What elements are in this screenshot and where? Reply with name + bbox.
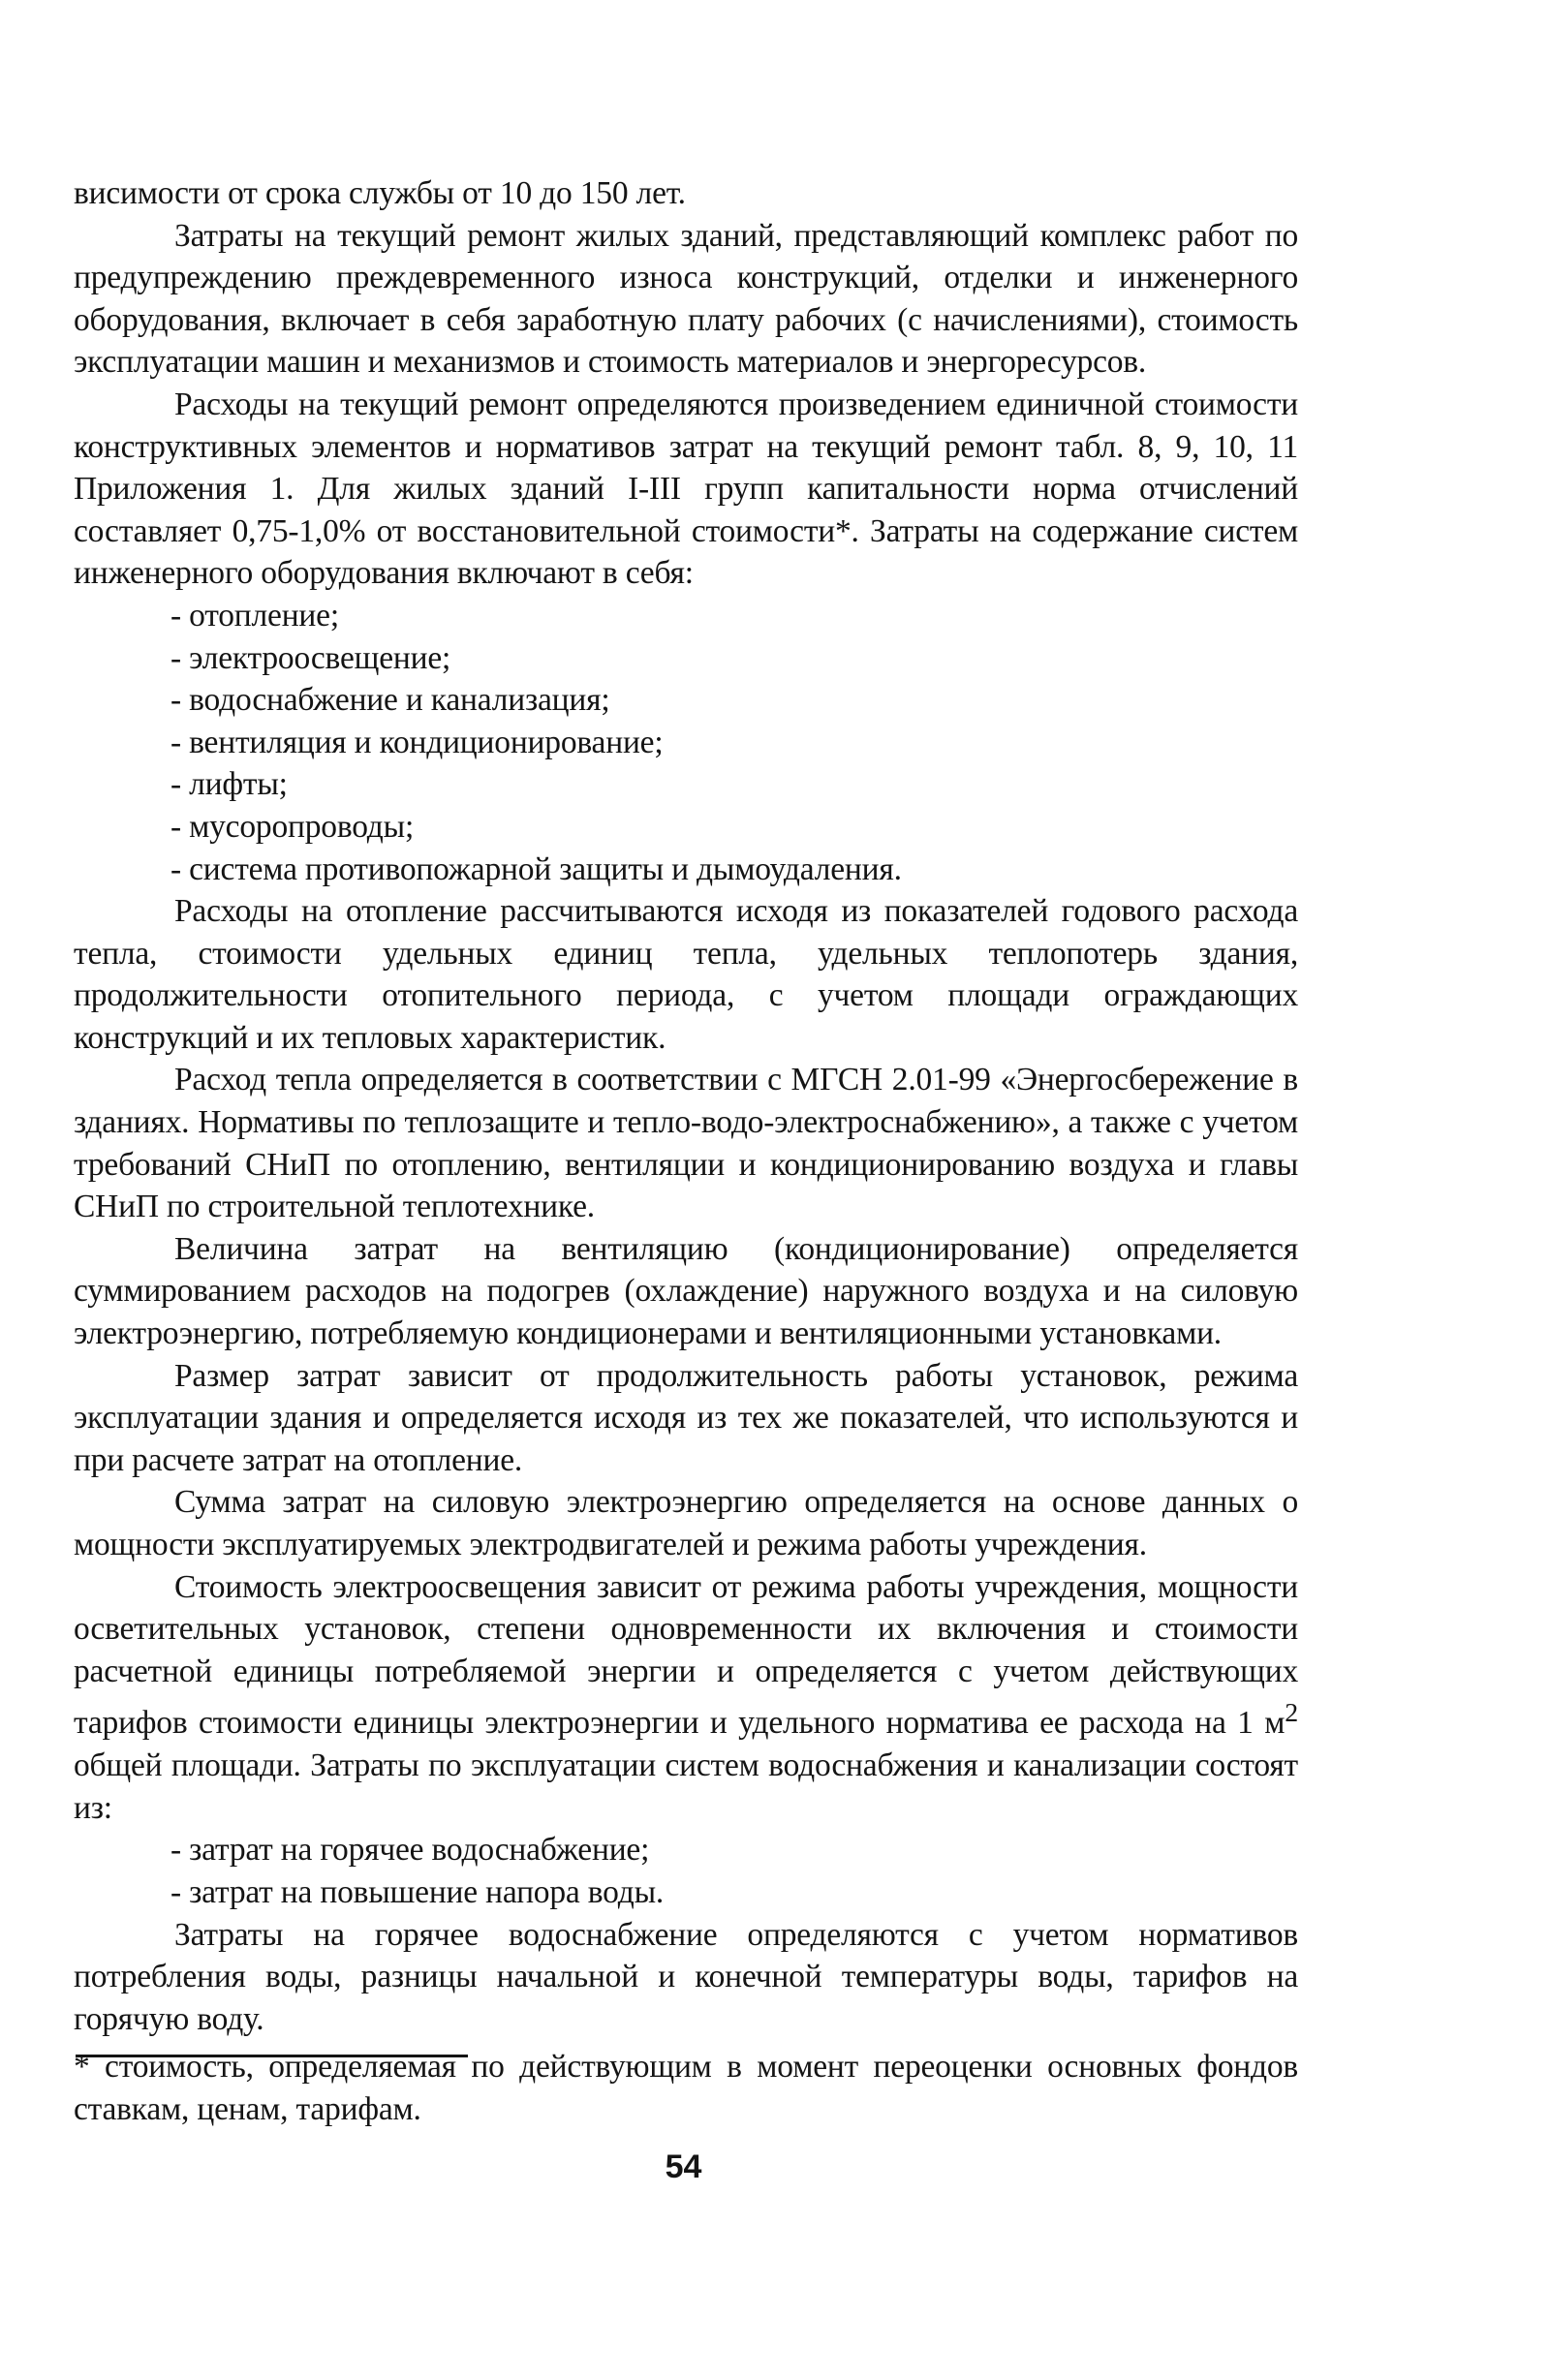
footnote: * стоимость, определяемая по действующим в момент переоценки основных фондов ставкам, ценам, тарифам. xyxy=(74,2049,1298,2127)
paragraph-electricity: Сумма затрат на силовую электроэнергию определяется на основе данных о мощности эксплуатируемых электродвигателей и режима работы учреждения. xyxy=(74,1484,1298,1562)
lighting-text-start: Стоимость электроосвещения зависит от режима работы учреждения, мощности осветительных установок, степени одновременности их включения и стоимости расчетной единицы потребляемой энергии и определяется с учетом действующих тарифов стоимости единицы электроэнергии и удельного норматива ее расхода на 1 м xyxy=(74,1568,1298,1742)
list-item: - вентиляция и кондиционирование; xyxy=(170,724,664,760)
paragraph-heat-consumption: Расход тепла определяется в соответствии с МГСН 2.01-99 «Энергосбережение в зданиях. Нормативы по теплозащите и тепло-водо-электроснабжению», а также с учетом требований СНиП по отоплению, вентиляции и кондиционированию воздуха и главы СНиП по строительной теплотехнике. xyxy=(74,1062,1298,1225)
list-item: - водоснабжение и канализация; xyxy=(170,682,610,719)
paragraph-repair-costs: Затраты на текущий ремонт жилых зданий, представляющий комплекс работ по предупреждению преждевременного износа конструкций, отделки и инженерного оборудования, включает в себя заработную плату рабочих (с начислениями), стоимость эксплуатации машин и механизмов и стоимость материалов и энергоресурсов. xyxy=(74,217,1298,381)
superscript-two: 2 xyxy=(1285,1698,1298,1729)
list-item: - лифты; xyxy=(170,766,288,803)
list-item: - затрат на горячее водоснабжение; xyxy=(170,1832,650,1869)
list-item: - отопление; xyxy=(170,597,339,634)
paragraph-ventilation: Величина затрат на вентиляцию (кондиционирование) определяется суммированием расходов на подогрев (охлаждение) наружного воздуха и на силовую электроэнергию, потребляемую кондиционерами и вентиляционными установками. xyxy=(74,1230,1298,1352)
list-item: - мусоропроводы; xyxy=(170,808,415,845)
water-costs-list xyxy=(74,1829,1298,1913)
list-item: - электроосвещение; xyxy=(170,639,451,676)
body-text xyxy=(74,172,1298,2040)
page-number: 54 xyxy=(665,2148,702,2185)
paragraph-repair-norms: Расходы на текущий ремонт определяются произведением единичной стоимости конструктивных элементов и нормативов затрат на текущий ремонт табл. 8, 9, 10, 11 Приложения 1. Для жилых зданий I-III групп капитальности норма отчислений составляет 0,75-1,0% от восстановительной стоимости*. Затраты на содержание систем инженерного оборудования включают в себя: xyxy=(74,386,1298,592)
paragraph-continuation: висимости от срока службы от 10 до 150 лет. xyxy=(74,175,686,211)
paragraph-cost-size: Размер затрат зависит от продолжительность работы установок, режима эксплуатации здания и определяется исходя из тех же показателей, что используются и при расчете затрат на отопление. xyxy=(74,1357,1298,1478)
paragraph-hot-water: Затраты на горячее водоснабжение определяются с учетом нормативов потребления воды, разницы начальной и конечной температуры воды, тарифов на горячую воду. xyxy=(74,1916,1298,2037)
paragraph-heating: Расходы на отопление рассчитываются исходя из показателей годового расхода тепла, стоимости удельных единиц тепла, удельных теплопотерь здания, продолжительности отопительного периода, с учетом площади ограждающих конструкций и их тепловых характеристик. xyxy=(74,893,1298,1056)
paragraph-lighting xyxy=(74,1566,1298,1830)
engineering-systems-list xyxy=(74,595,1298,890)
lighting-text-end: общей площади. Затраты по эксплуатации систем водоснабжения и канализации состоят из: xyxy=(74,1747,1298,1826)
list-item: - система противопожарной защиты и дымоудаления. xyxy=(170,850,902,887)
list-item: - затрат на повышение напора воды. xyxy=(170,1873,665,1910)
